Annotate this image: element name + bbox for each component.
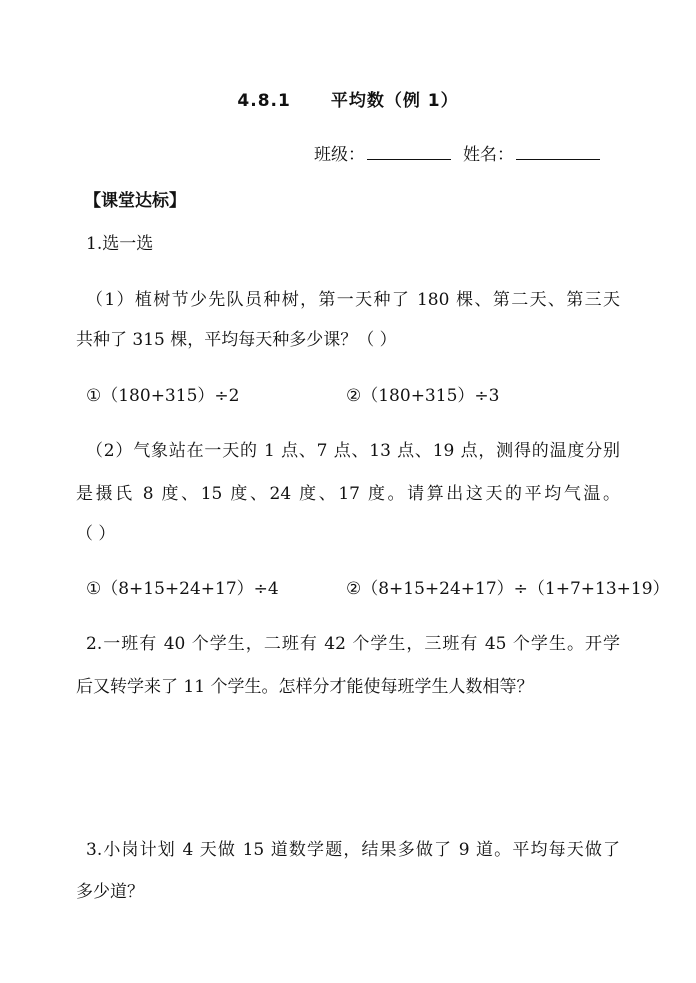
q1-sub1-option1: ①（180+315）÷2 [86,386,240,406]
q2-line2: 后又转学来了 11 个学生。怎样分才能使每班学生人数相等？ [76,677,534,697]
q1-sub1-option2: ②（180+315）÷3 [346,386,500,406]
q1-heading: 1.选一选 [86,234,154,254]
q1-sub2-line3: （ ） [76,524,116,544]
section-title: 【课堂达标】 [84,191,186,211]
q3-line1: 3.小岗计划 4 天做 15 道数学题，结果多做了 9 道。平均每天做了 [86,840,620,860]
class-label: 班级： [314,145,365,165]
name-blank[interactable] [516,145,600,160]
q1-sub2-line2: 是摄氏 8 度、15 度、24 度、17 度。请算出这天的平均气温。 [76,484,620,504]
student-info-line [314,140,600,165]
page-title [0,86,696,111]
q1-sub2-line1: （2）气象站在一天的 1 点、7 点、13 点、19 点，测得的温度分别 [86,441,620,461]
q1-sub1-line2: 共种了 315 棵，平均每天种多少课？（ ） [76,330,397,350]
q2-line1: 2.一班有 40 个学生，二班有 42 个学生，三班有 45 个学生。开学 [86,634,620,654]
class-blank[interactable] [367,145,451,160]
q1-sub2-option1: ①（8+15+24+17）÷4 [86,579,279,599]
q1-sub1-line1: （1）植树节少先队员种树，第一天种了 180 棵、第二天、第三天 [86,290,620,310]
lesson-number: 4.8.1 [237,91,291,111]
q3-line2: 多少道？ [76,882,144,902]
q1-sub2-option2: ②（8+15+24+17）÷（1+7+13+19） [346,579,670,599]
name-label: 姓名： [463,145,514,165]
lesson-title: 平均数（例 1） [330,91,459,111]
